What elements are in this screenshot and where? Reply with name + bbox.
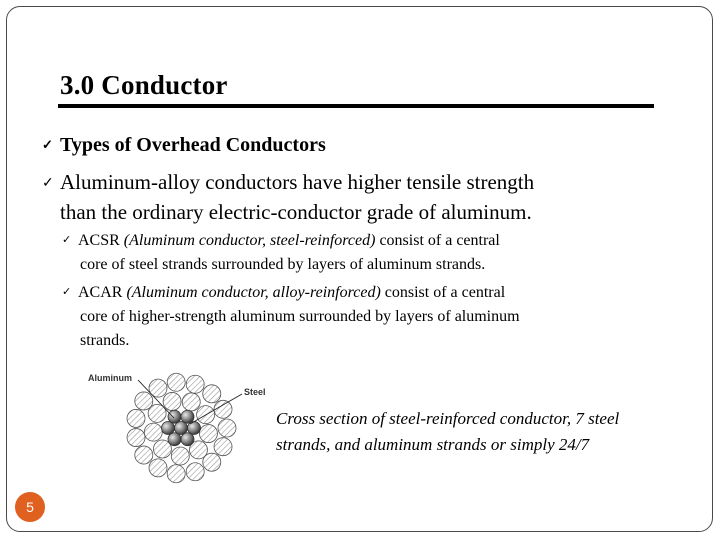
aluminum-strand [135, 392, 153, 410]
label-steel: Steel [244, 387, 266, 397]
bullet-marker-icon: ✓ [42, 137, 53, 152]
steel-strand [188, 422, 201, 435]
steel-strand [168, 410, 181, 423]
steel-strand [175, 422, 188, 435]
aluminum-strand [127, 429, 145, 447]
aluminum-strand [149, 459, 167, 477]
bullet-marker-icon: ✓ [62, 234, 72, 246]
bullet-aluminum-alloy [42, 168, 642, 226]
slide-title: 3.0 Conductor [60, 70, 228, 100]
aluminum-strand [171, 447, 189, 465]
aluminum-strand [182, 393, 200, 411]
aluminum-strand [218, 419, 236, 437]
aluminum-strand [144, 423, 162, 441]
aluminum-strand [214, 438, 232, 456]
acar-term: ACAR [78, 284, 123, 301]
aluminum-strand [135, 446, 153, 464]
aluminum-strand [163, 392, 181, 410]
bullet-marker-icon: ✓ [62, 286, 72, 298]
acar-expansion: (Aluminum conductor, alloy-reinforced) [126, 284, 381, 301]
acar-line1-rest: consist of a central [384, 284, 506, 301]
steel-strand [162, 422, 175, 435]
acsr-expansion: (Aluminum conductor, steel-reinforced) [123, 232, 376, 249]
bullet-text: Types of Overhead Conductors [60, 134, 326, 156]
aluminum-strand [186, 463, 204, 481]
steel-strands [162, 410, 201, 446]
acar-line3: strands. [80, 332, 130, 349]
caption-line-2: strands, and aluminum strands or simply 24/7 [276, 435, 590, 454]
figure-caption [276, 406, 696, 458]
steel-strand [168, 433, 181, 446]
conductor-cross-section-figure [80, 360, 280, 500]
aluminum-strand [199, 425, 217, 443]
bullet-types-of-conductors [42, 134, 326, 157]
bullet-marker-icon: ✓ [42, 176, 54, 191]
aluminum-strand [203, 453, 221, 471]
aluminum-strand [203, 385, 221, 403]
acsr-line2: core of steel strands surrounded by layers of aluminum strands. [80, 256, 486, 273]
steel-strand [181, 410, 194, 423]
aluminum-strand [214, 400, 232, 418]
aluminum-strand [167, 373, 185, 391]
sub-bullet-acsr [62, 228, 642, 277]
aluminum-strand [127, 409, 145, 427]
label-aluminum: Aluminum [88, 373, 132, 383]
acsr-line1-rest: consist of a central [379, 232, 500, 249]
title-underline [58, 104, 654, 108]
caption-line-1: Cross section of steel-reinforced conductor, 7 steel [276, 409, 620, 428]
bullet-text-line-2: than the ordinary electric-conductor grade of aluminum. [60, 200, 532, 224]
aluminum-strand [186, 375, 204, 393]
acar-line2: core of higher-strength aluminum surrounded by layers of aluminum [80, 308, 520, 325]
sub-bullet-acar [62, 280, 642, 353]
steel-strand [181, 433, 194, 446]
aluminum-strand [167, 465, 185, 483]
page-number-badge: 5 [15, 492, 45, 522]
acsr-term: ACSR [78, 232, 120, 249]
bullet-text-line-1: Aluminum-alloy conductors have higher tensile strength [60, 170, 535, 194]
